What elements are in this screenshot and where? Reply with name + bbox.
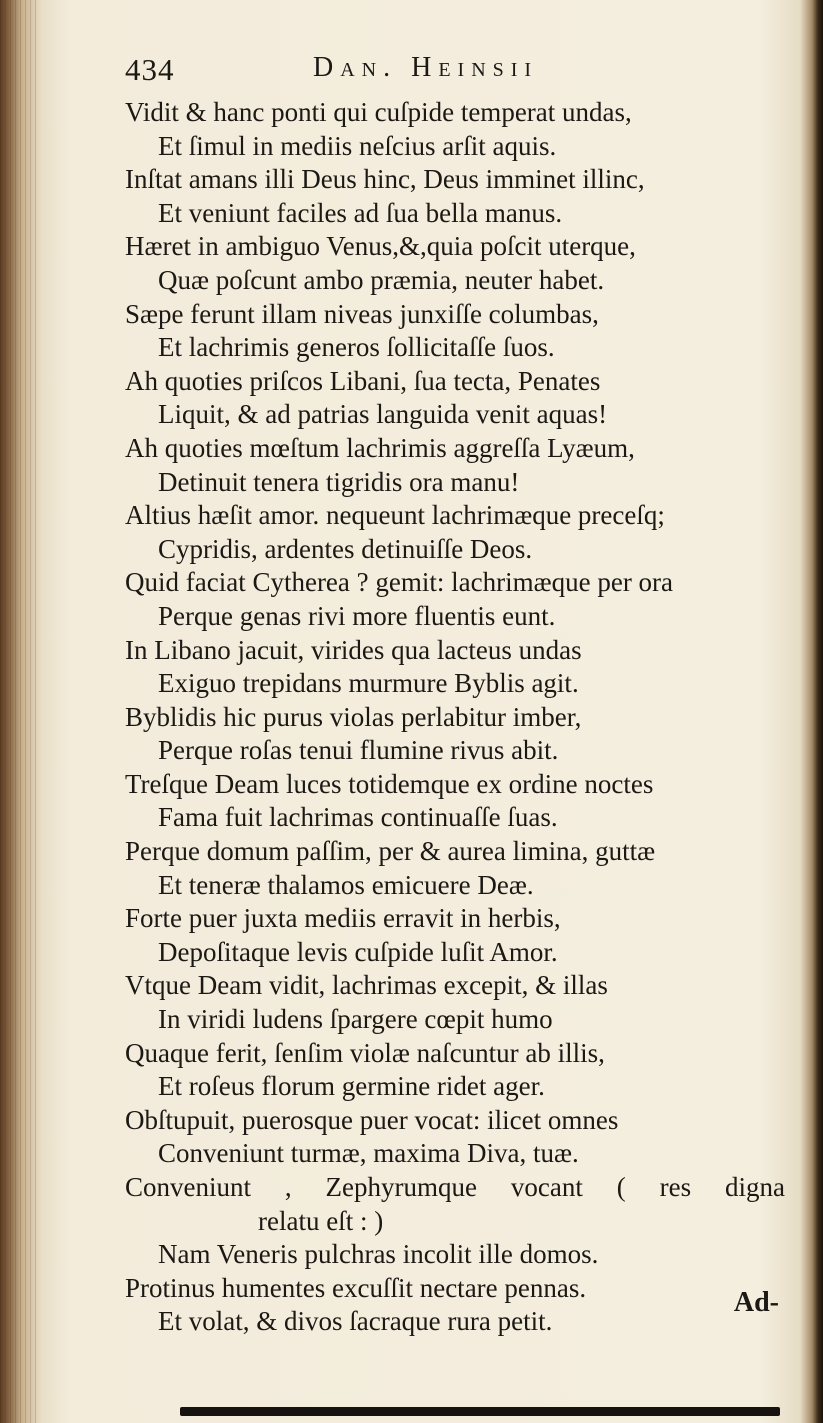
catchword: Ad- xyxy=(733,1287,779,1318)
verse-line: Detinuit tenera tigridis ora manu! xyxy=(158,466,520,497)
verse-line: Perque roſas tenui flumine rivus abit. xyxy=(158,735,559,766)
running-head: Dan. Heinsii xyxy=(313,52,539,83)
verse-line: Ah quoties mœſtum lachrimis aggreſſa Lyæum, xyxy=(125,432,635,463)
verse-line: Altius hæſit amor. nequeunt lachrimæque preceſq; xyxy=(125,500,665,531)
verse-line: Vidit & hanc ponti qui cuſpide temperat undas, xyxy=(125,97,632,127)
verse-line: In viridi ludens ſpargere cœpit humo xyxy=(158,1004,553,1035)
verse-line: Liquit, & ad patrias languida venit aquas! xyxy=(158,399,608,430)
verse-line: Conveniunt turmæ, maxima Diva, tuæ. xyxy=(158,1138,579,1169)
verse-line: Hæret in ambiguo Venus,&,quia poſcit uterque, xyxy=(125,231,636,262)
verse-line: Ah quoties priſcos Libani, ſua tecta, Penates xyxy=(125,365,601,396)
verse-line: Vtque Deam vidit, lachrimas excepit, & illas xyxy=(125,970,608,1001)
verse-line: Inſtat amans illi Deus hinc, Deus imminet illinc, xyxy=(125,164,645,195)
verse-line: Et roſeus florum germine ridet ager. xyxy=(158,1071,545,1102)
verse-line: Et volat, & divos ſacraque rura petit. xyxy=(158,1306,553,1337)
page-number: 434 xyxy=(125,52,175,87)
verse-line: Perque genas rivi more fluentis eunt. xyxy=(158,600,556,631)
verse-line: Quaque ferit, ſenſim violæ naſcuntur ab illis, xyxy=(125,1037,605,1068)
verse-line: Et ſimul in mediis neſcius arſit aquis. xyxy=(158,130,557,161)
verse-line: Quæ poſcunt ambo præmia, neuter habet. xyxy=(158,264,605,295)
page-gutter-edge xyxy=(0,0,40,1423)
verse-line: Exiguo trepidans murmure Byblis agit. xyxy=(158,668,579,699)
verse-line: Et veniunt faciles ad ſua bella manus. xyxy=(158,197,563,228)
verse-line: Forte puer juxta mediis erravit in herbis, xyxy=(125,903,561,934)
page-bottom-shadow xyxy=(180,1407,780,1416)
verse-line: Perque domum paſſim, per & aurea limina, guttæ xyxy=(125,836,656,867)
verse-line: Cypridis, ardentes detinuiſſe Deos. xyxy=(158,533,533,564)
verse-line: Obſtupuit, puerosque puer vocat: ilicet omnes xyxy=(125,1104,619,1135)
verse-line: relatu eſt : ) xyxy=(258,1205,384,1236)
verse-line: Byblidis hic purus violas perlabitur imber, xyxy=(125,701,582,732)
verse-line: Protinus humentes excuſſit nectare pennas. xyxy=(125,1272,587,1303)
verse-line: Sæpe ferunt illam niveas junxiſſe columbas, xyxy=(125,298,599,329)
verse-line: Nam Veneris pulchras incolit ille domos. xyxy=(158,1239,599,1270)
verse-line: Et teneræ thalamos emicuere Deæ. xyxy=(158,869,534,900)
verse-line: Conveniunt , Zephyrumque vocant ( res digna xyxy=(125,1172,785,1202)
verse-line: Quid faciat Cytherea ? gemit: lachrimæque per ora xyxy=(125,567,674,598)
verse-line: In Libano jacuit, virides qua lacteus undas xyxy=(125,634,582,665)
poem-text xyxy=(125,96,785,1339)
page-header xyxy=(125,52,785,92)
verse-line: Depoſitaque levis cuſpide luſit Amor. xyxy=(158,936,558,967)
verse-line: Fama fuit lachrimas continuaſſe ſuas. xyxy=(158,802,558,833)
verse-line: Treſque Deam luces totidemque ex ordine noctes xyxy=(125,768,654,799)
verse-line: Et lachrimis generos ſollicitaſſe ſuos. xyxy=(158,332,555,363)
